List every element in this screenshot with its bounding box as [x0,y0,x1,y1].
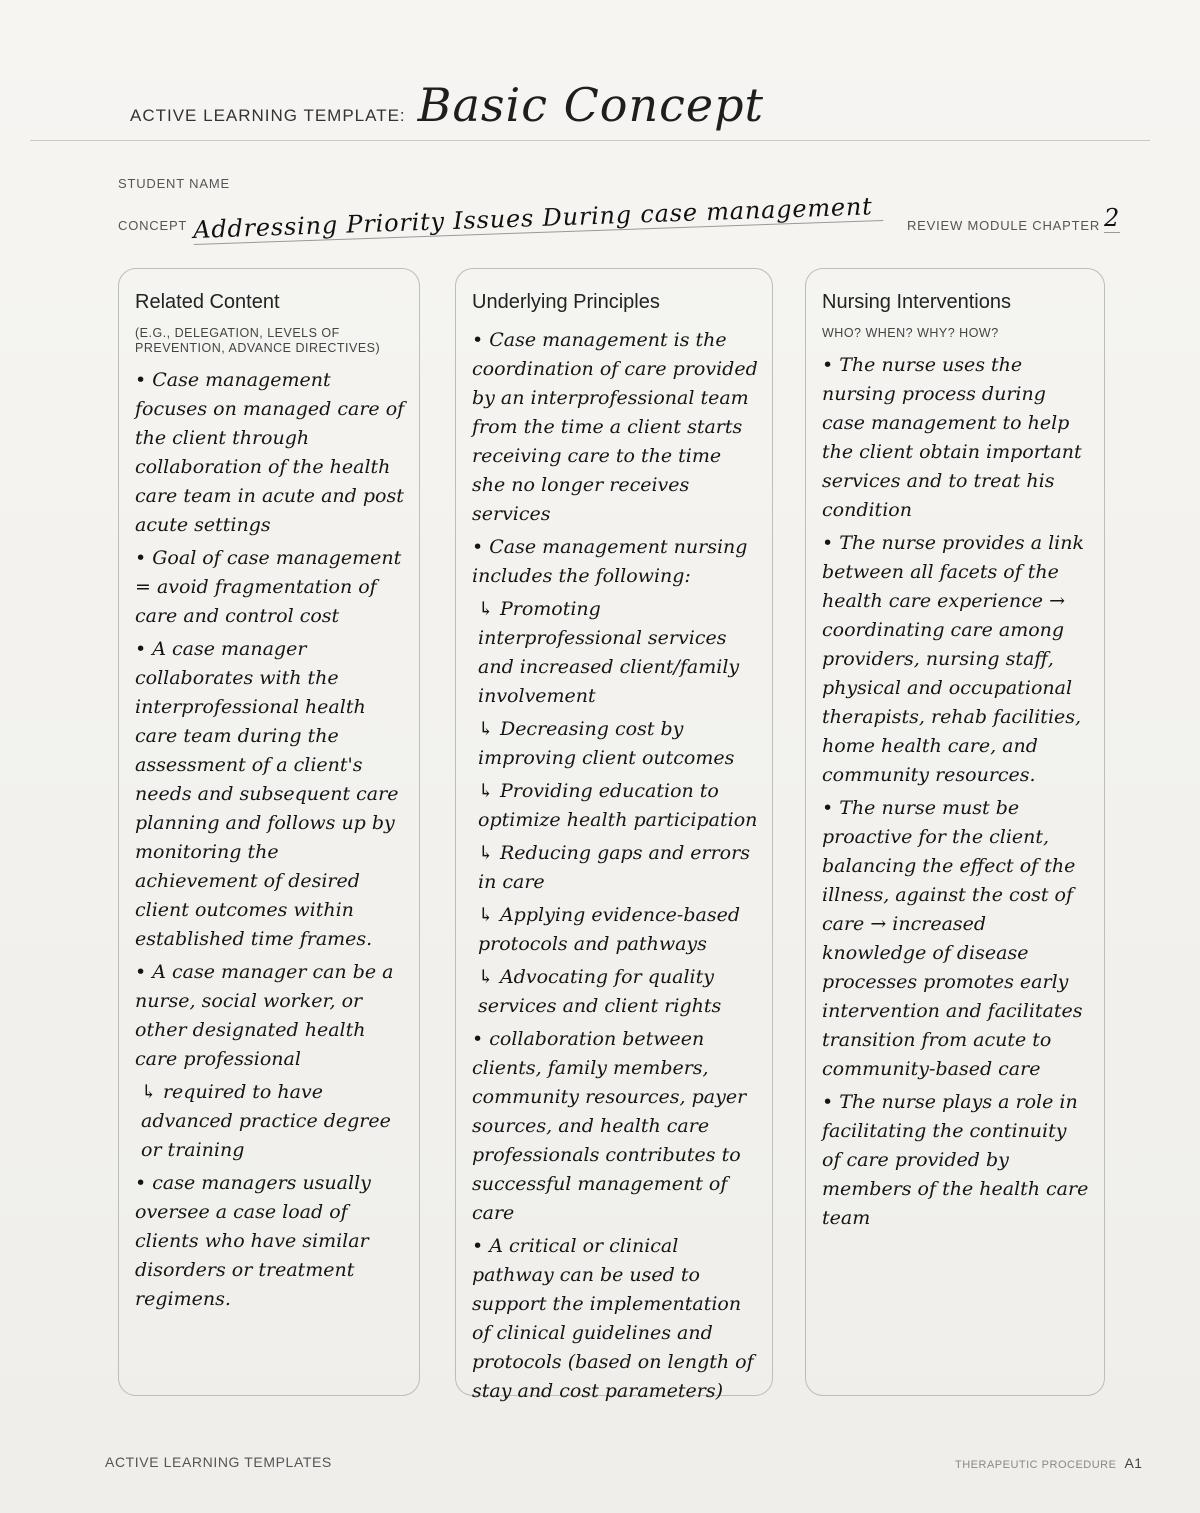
column-notes [822,351,1090,1233]
note-item: ↳ Reducing gaps and errors in care [478,842,750,893]
concept-label: CONCEPT [118,218,188,233]
note-item: • The nurse plays a role in facilitating the continuity of care provided by members of the health care team [822,1091,1089,1229]
column-nursing-interventions [805,268,1105,1396]
chapter-label: REVIEW MODULE CHAPTER [906,218,1101,233]
note-item: • Case management is the coordination of care provided by an interprofessional team from the time a client starts receiving care to the time she no longer receives services [472,329,758,525]
note-item: • Case management focuses on managed care of the client through collaboration of the health care team in acute and post acute settings [135,369,405,536]
note-item: ↳ Decreasing cost by improving client outcomes [478,718,735,769]
note-item: ↳ Promoting interprofessional services and increased client/family involvement [478,598,740,707]
column-notes [135,366,405,1314]
template-header [130,78,1090,138]
note-item: • The nurse uses the nursing process during case management to help the client obtain important services and to treat his condition [822,354,1082,521]
column-title: Related Content [135,291,280,313]
column-subtitle: (E.G., DELEGATION, LEVELS OF PREVENTION, ADVANCE DIRECTIVES) [135,326,381,355]
concept-value: Addressing Priority Issues During case management [193,192,883,245]
note-item: • A case manager collaborates with the interprofessional health care team during the assessment of a client's needs and subsequent care planning and follows up by monitoring the achievement of desired client outcomes within established time frames. [135,638,399,950]
note-item: • A case manager can be a nurse, social worker, or other designated health care professional [135,961,394,1070]
column-related-content [118,268,420,1396]
note-item: ↳ Providing education to optimize health participation [478,780,758,831]
footer-right [955,1455,1143,1471]
note-item: ↳ Advocating for quality services and client rights [478,966,722,1017]
student-name-label: STUDENT NAME [118,176,230,191]
note-item: • The nurse provides a link between all facets of the health care experience → coordinating care among providers, nursing staff, physical and occupational therapists, rehab facilities, home health care, and community resources. [822,532,1084,786]
column-subtitle: WHO? WHEN? WHY? HOW? [822,326,999,340]
column-underlying-principles [455,268,773,1402]
page-number: A1 [1124,1455,1143,1471]
header-divider [30,140,1150,141]
column-notes [472,326,758,1406]
template-label: ACTIVE LEARNING TEMPLATE: [130,106,406,125]
student-name-row [118,176,230,191]
note-item: • collaboration between clients, family members, community resources, payer sources, and health care professionals contributes to successful management of care [472,1028,747,1224]
footer-left-label: ACTIVE LEARNING TEMPLATES [105,1454,332,1470]
note-item: • Case management nursing includes the following: [472,536,748,587]
column-title: Underlying Principles [472,291,660,313]
chapter-value: 2 [1104,204,1121,232]
note-item: ↳ Applying evidence-based protocols and pathways [478,904,740,955]
column-title: Nursing Interventions [822,291,1011,313]
note-item: ↳ required to have advanced practice degree or training [141,1081,391,1161]
note-item: • Goal of case management = avoid fragmentation of care and control cost [135,547,402,627]
note-item: • The nurse must be proactive for the client, balancing the effect of the illness, against the cost of care → increased knowledge of disease processes promotes early intervention and facilitates transition from acute to community-based care [822,797,1083,1080]
template-title: Basic Concept [417,78,765,132]
note-item: • case managers usually oversee a case load of clients who have similar disorders or treatment regimens. [135,1172,371,1310]
concept-row [118,192,1121,245]
footer-section-label: THERAPEUTIC PROCEDURE [955,1459,1117,1471]
note-item: • A critical or clinical pathway can be used to support the implementation of clinical guidelines and protocols (based on length of stay and cost parameters) [472,1235,754,1402]
